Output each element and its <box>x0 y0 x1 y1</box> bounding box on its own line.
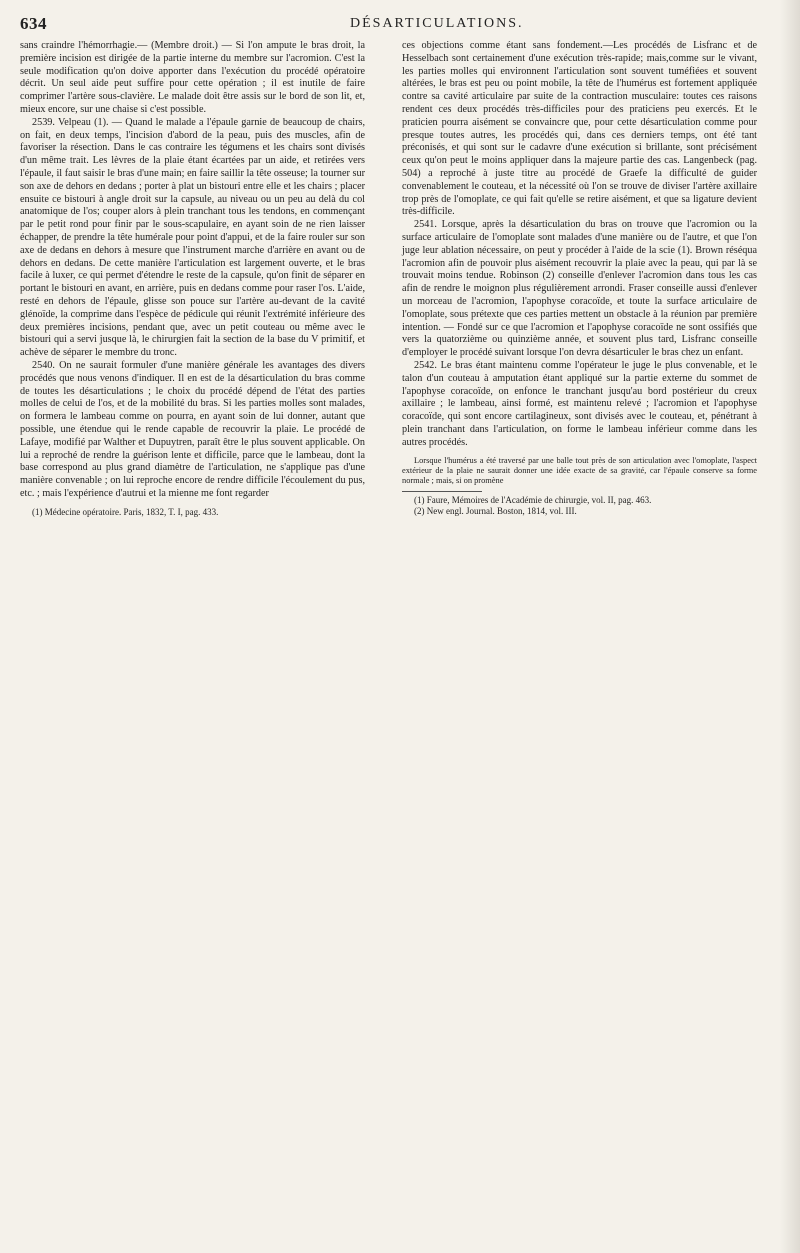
paragraph: 2539. Velpeau (1). — Quand le malade a l'épaule garnie de beaucoup de chairs, on fait, en deux temps, l'incision d'abord de la peau, puis des muscles, afin de favoriser la résection. Dans le cas contraire les tégumens et les chairs sont divisés d'un même trait. Les lèvres de la plaie étant écartées par un aide, et retirées vers l'épaule, il faut saisir le bras d'une main; en faire saillir la tête osseuse; la tourner sur son axe de dehors en dedans ; porter à plat un bistouri entre elle et les chairs ; placer ensuite ce bistouri à angle droit sur la capsule, au niveau ou un peu au delà du col anatomique de l'os; couper alors à plein tranchant tous les tendons, en commençant par le petit rond pour finir par le sous-scapulaire, en ayant soin de ne rien laisser échapper, de prendre la tête humérale pour point d'appui, et de la faire rouler sur son axe de dedans en dehors à mesure que l'instrument marche d'arrière en avant ou de dehors en dedans. De cette manière l'articulation est largement ouverte, et le bras facile à luxer, ce qui permet d'étendre le reste de la capsule, qu'on finit de séparer en portant le bistouri en avant, en arrière, puis en dedans comme pour raser l'os. L'aide, resté en dehors de l'épaule, glisse son pouce sur l'artère au-devant de la cavité glénoïde, la comprime dans l'espèce de pédicule qui réunit l'extrémité inférieure des deux premières incisions, pendant que, avec un petit couteau ou même avec le bistouri qui a servi jusque là, le chirurgien fait la section de la base du V primitif, et achève de séparer le membre du tronc. <box>20 116 365 359</box>
paragraph: ces objections comme étant sans fondement.—Les procédés de Lisfranc et de Hesselbach sont certainement d'une exécution très-rapide; mais,comme sur le vivant, les parties molles qui environnent l'articulation sont souvent tuméfiées et souvent altérées, le bras est peu ou point mobile, la tête de l'humérus est fortement appliquée contre sa cavité articulaire par suite de la contraction musculaire: toutes ces raisons rendent ces deux procédés très-difficiles pour des praticiens peu exercés. Et le praticien pourra aisément se convaincre que, pour cette désarticulation comme pour presque toutes autres, les procédés qui, dans ces derniers temps, ont été tant préconisés, et qui sont sur le cadavre d'une exécution si brillante, sont précisément ceux qu'on peut le moins appliquer dans la majeure partie des cas. Langenbeck (pag. 504) a reproché à juste titre au procédé de Graefe la difficulté de guider convenablement le couteau, et la nécessité où l'on se trouve de diviser l'artère axillaire trop près de l'omoplate, ce qui fait qu'elle se retire aisément, et que sa ligature devient très-difficile. <box>402 40 757 218</box>
footnote-rule <box>402 491 482 492</box>
left-column <box>20 40 365 518</box>
footnote: (1) Faure, Mémoires de l'Académie de chirurgie, vol. II, pag. 463. <box>414 494 652 505</box>
footnote: (1) Médecine opératoire. Paris, 1832, T. I, pag. 433. <box>32 506 219 517</box>
paragraph: 2540. On ne saurait formuler d'une manière générale les avantages des divers procédés que nous venons d'indiquer. Il en est de la désarticulation du bras comme de toutes les désarticulations ; le choix du procédé dépend de l'état des parties molles de celui de l'os, et de la mobilité du bras. Si les parties molles sont malades, on formera le lambeau comme on pourra, en ayant soin de lui donner, autant que possible, une étendue qui le rende capable de recouvrir la plaie. Le procédé de Lafaye, modifié par Walther et Dupuytren, paraît être le plus souvent applicable. On lui a reproché de rendre la guérison lente et difficile, parce que le lambeau, dont la base correspond au plus grand diamètre de l'articulation, ne s'applique pas d'une manière convenable ; on lui reproche encore de rendre difficile l'écoulement du pus, etc. ; mais l'expérience d'autrui et la mienne me font regarder <box>20 359 365 499</box>
running-title: DÉSARTICULATIONS. <box>350 16 524 31</box>
page-number: 634 <box>20 14 47 33</box>
right-column <box>402 40 757 517</box>
paragraph: sans craindre l'hémorrhagie.— (Membre droit.) — Si l'on ampute le bras droit, la première incision est dirigée de la partie interne du membre sur l'acromion. C'est la seule modification qu'on doive apporter dans l'exécution du procédé opératoire décrit. Un seul aide peut suffire pour cette opération ; il est inutile de faire comprimer l'artère sous-clavière. Le malade doit être assis sur le bord de son lit, et, mieux encore, sur une chaise si c'est possible. <box>20 40 365 115</box>
page-edge-shadow <box>780 0 800 1253</box>
footnote: (2) New engl. Journal. Boston, 1814, vol. III. <box>414 505 577 516</box>
right-footnotes <box>402 456 757 517</box>
paragraph: 2542. Le bras étant maintenu comme l'opérateur le juge le plus convenable, et le talon d'un couteau à amputation étant appliqué sur la partie externe du sommet de l'apophyse coracoïde, on enfonce le tranchant jusqu'au bord postérieur du creux axillaire ; le lambeau, ainsi formé, est maintenu relevé ; l'acromion et l'apophyse coracoïde, qui sont encore cartilagineux, sont divisés avec le couteau, et, pénétrant à plein tranchant dans l'articulation, on forme le lambeau inférieur comme dans les autres procédés. <box>402 359 757 448</box>
left-footnotes <box>20 507 365 518</box>
small-note: Lorsque l'humérus a été traversé par une balle tout près de son articulation avec l'omoplate, l'aspect extérieur de la plaie ne saurait donner une idée exacte de sa gravité, car l'épaule conserve sa forme normale ; mais, si on promène <box>402 455 757 486</box>
paragraph: 2541. Lorsque, après la désarticulation du bras on trouve que l'acromion ou la surface articulaire de l'omoplate sont malades d'une manière ou de l'autre, et que l'on juge leur ablation nécessaire, on peut y procéder à l'aide de la scie (1). Brown réséqua l'acromion afin de pouvoir plus aisément recouvrir la plaie avec la peau, qui par là se trouvait moins tendue. Robinson (2) conseille d'enlever l'acromion dans tous les cas afin de rendre le moignon plus régulièrement arrondi. Fraser conseille aussi d'enlever un morceau de l'acromion, l'apophyse coracoïde, et toute la surface articulaire de l'omoplate, sous prétexte que ces parties mettent un obstacle à la réunion par première intention. — Fondé sur ce que l'acromion et l'apophyse coracoïde ne sont ossifiés que vers la quatorzième ou quinzième année, et souvent plus tard, Lisfranc conseille d'employer le procédé suivant lorsque l'on devra désarticuler le bras chez un enfant. <box>402 219 757 359</box>
page-header <box>20 14 780 38</box>
